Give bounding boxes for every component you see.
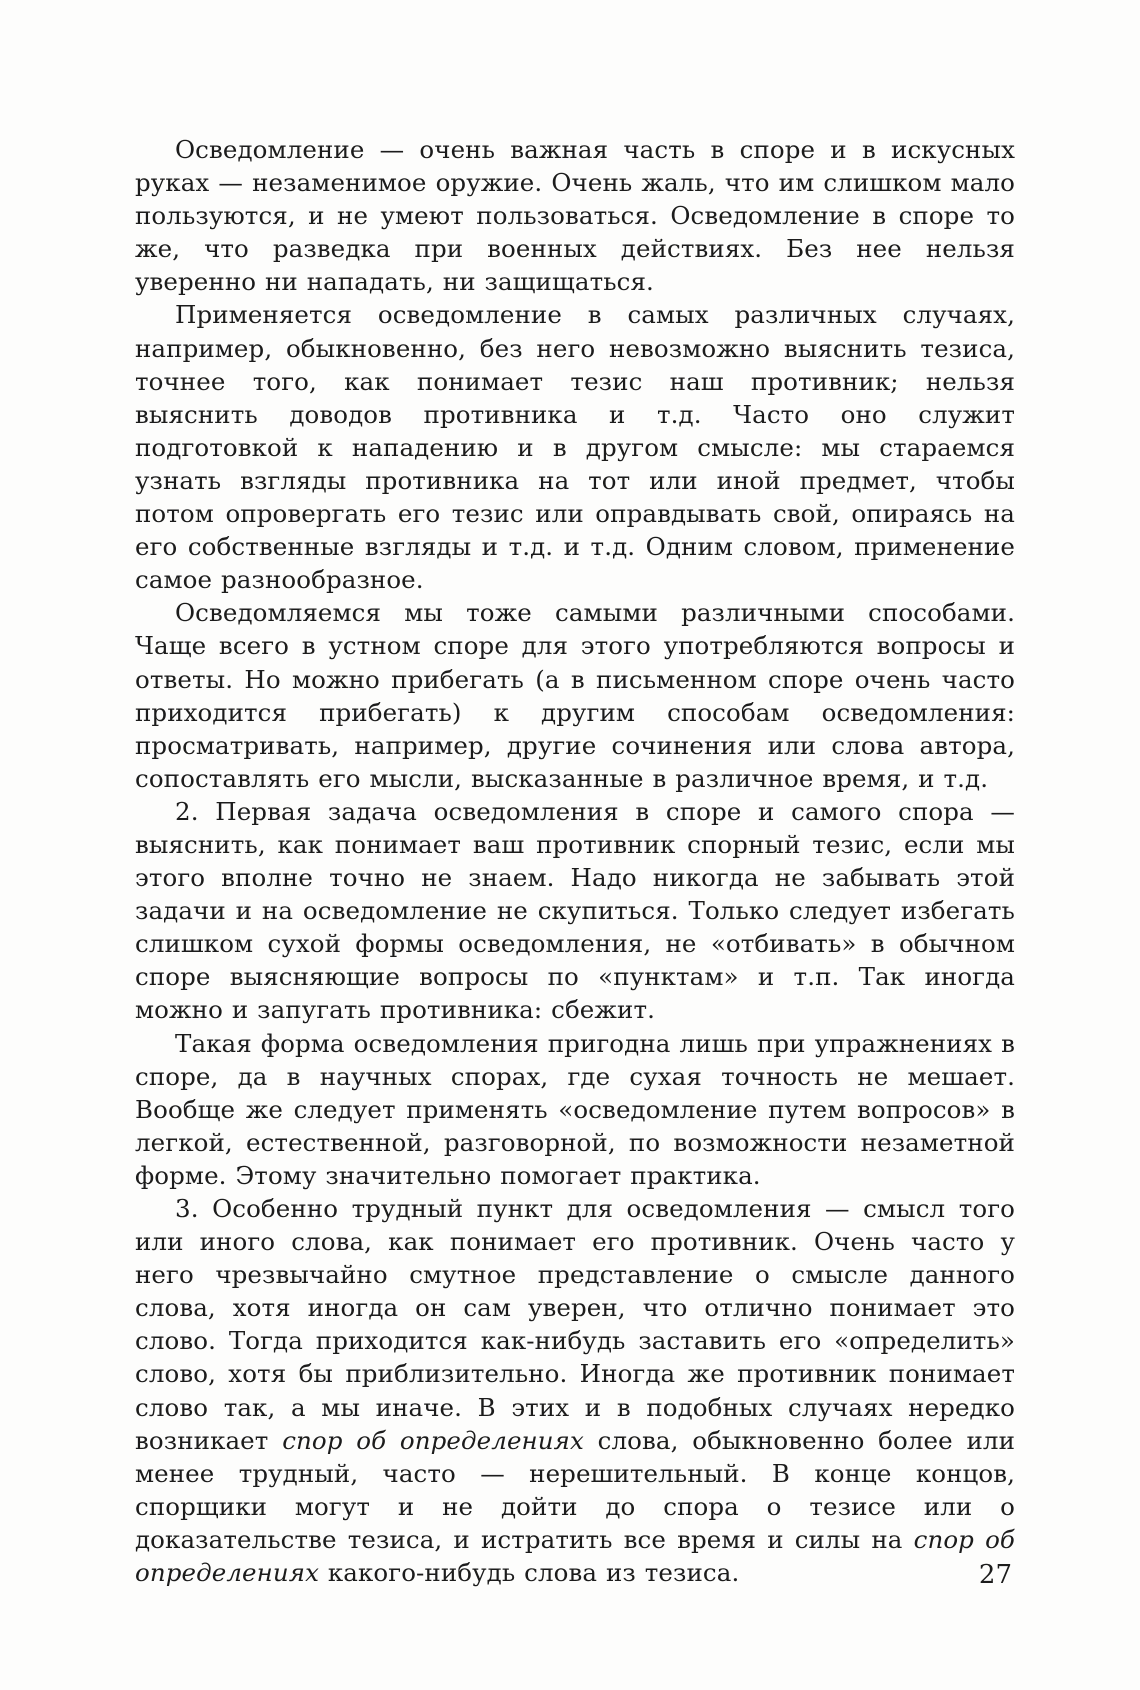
body-text <box>135 133 1015 1589</box>
paragraph-6-text-3: какого-нибудь слова из тезиса. <box>319 1558 740 1588</box>
paragraph-1: Осведомление — очень важная часть в споре и в искусных руках — незаменимое оружие. Очень жаль, что им слишком мало пользуются, и не умеют пользоваться. Осведомление в споре то же, что разведка при военных действиях. Без нее нельзя уверенно ни нападать, ни защищаться. <box>135 135 1015 297</box>
paragraph-6 <box>135 1192 1015 1589</box>
page-number: 27 <box>978 1560 1012 1590</box>
paragraph-3: Осведомляемся мы тоже самыми различными способами. Чаще всего в устном споре для этого употребляются вопросы и ответы. Но можно прибегать (а в письменном споре очень часто приходится прибегать) к другим способам осведомления: просматривать, например, другие сочинения или слова автора, сопоставлять его мысли, высказанные в различное время, и т.д. <box>135 598 1015 793</box>
paragraph-4: 2. Первая задача осведомления в споре и самого спора — выяснить, как понимает ваш противник спорный тезис, если мы этого вполне точно не знаем. Надо никогда не забывать этой задачи и на осведомление не скупиться. Только следует избегать слишком сухой формы осведомления, не «отбивать» в обычном споре выясняющие вопросы по «пунктам» и т.п. Так иногда можно и запугать противника: сбежит. <box>135 796 1015 1025</box>
paragraph-2: Применяется осведомление в самых различных случаях, например, обыкновенно, без него невозможно выяснить тезиса, точнее того, как понимает тезис наш противник; нельзя выяснить доводов противника и т.д. Часто оно служит подготовкой к нападению и в другом смысле: мы стараемся узнать взгляды противника на тот или иной предмет, чтобы потом опровергать его тезис или оправдывать свой, опираясь на его собственные взгляды и т.д. и т.д. Одним словом, применение самое разнообразное. <box>135 300 1015 595</box>
paragraph-6-italic-term-2: спор об определениях <box>135 1524 1015 1588</box>
paragraph-6-text-2: слова, обыкновенно более или менее трудный, часто — нерешительный. В конце концов, спорщики могут и не дойти до спора о тезисе или о доказательстве тезиса, и истратить все время и силы на <box>135 1425 1016 1554</box>
paragraph-5: Такая форма осведомления пригодна лишь при упражнениях в споре, да в научных спорах, где сухая точность не мешает. Вообще же следует применять «осведомление путем вопросов» в легкой, естественной, разговорной, по возможности незаметной форме. Этому значительно помогает практика. <box>135 1028 1015 1190</box>
paragraph-6-italic-term-1: спор об определениях <box>282 1425 584 1455</box>
paragraph-6-text-1: 3. Особенно трудный пункт для осведомления — смысл того или иного слова, как понимает его противник. Очень часто у него чрезвычайно смутное представление о смысле данного слова, хотя иногда он сам уверен, что отлично понимает это слово. Тогда приходится как-нибудь заставить его «определить» слово, хотя бы приблизительно. Иногда же противник понимает слово так, а мы иначе. В этих и в подобных случаях нередко возникает <box>135 1194 1015 1455</box>
